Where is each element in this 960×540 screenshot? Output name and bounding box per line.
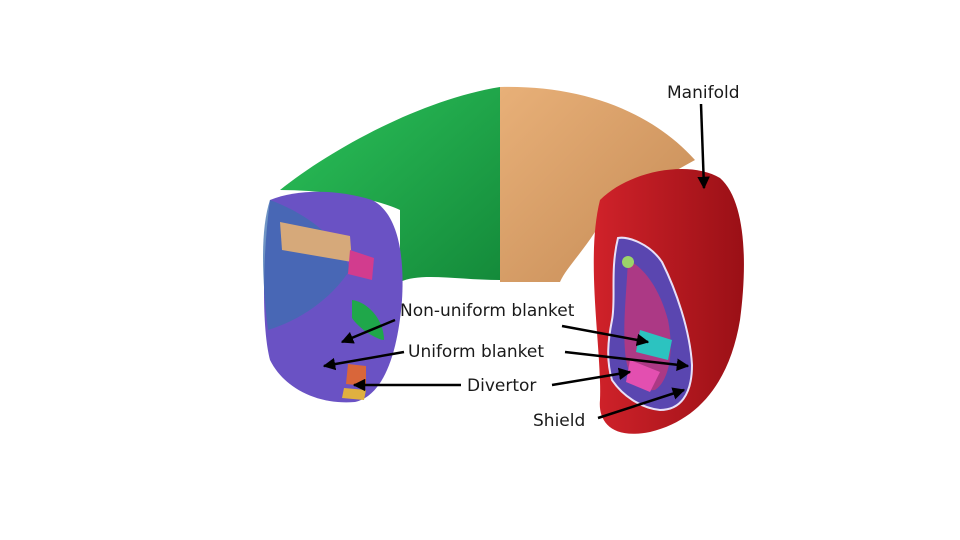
- divertor-label: Divertor: [467, 376, 537, 396]
- uniform-blanket-label: Uniform blanket: [408, 342, 545, 362]
- non-uniform-blanket-label: Non-uniform blanket: [400, 301, 575, 321]
- manifold-label: Manifold: [667, 83, 740, 103]
- shield-label: Shield: [533, 411, 586, 431]
